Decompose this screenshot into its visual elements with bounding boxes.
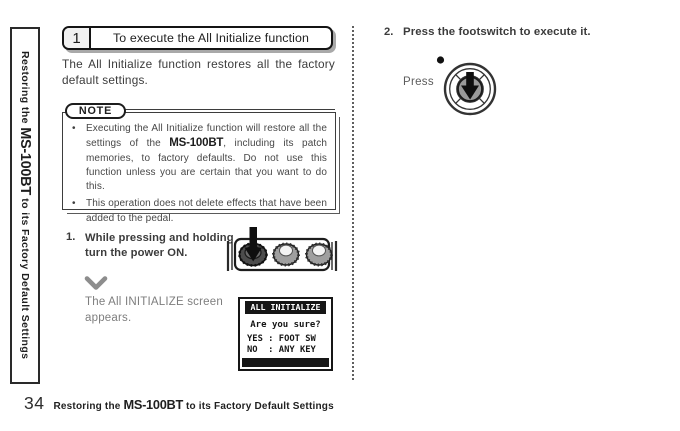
chapter-tab [10,27,40,384]
model-logo: MS-100BT [169,137,224,150]
footswitch-icon [434,52,502,122]
step-1-result-text: The All INITIALIZE screen appears. [85,296,223,324]
press-label: Press [403,76,434,88]
lcd-yes-line: YES : FOOT SW [247,334,316,344]
model-logo: MS-100BT [17,127,33,196]
bullet-icon: • [72,123,76,134]
step-2-text: Press the footswitch to execute it. [403,26,591,38]
note-bullet-1-pre: Executing the All Initialize function will restore all the settings of the [86,123,327,150]
note-bullet-1-text [86,122,327,194]
lcd-title-bar: ALL INITIALIZE [245,301,326,314]
footer-title [53,397,333,412]
column-divider [352,26,354,380]
section-title: To execute the All Initialize function [113,31,309,45]
section-title-box [62,26,333,50]
note-bullet-1-post: , including its patch memories, to factory defaults. Do not use this function unless you are certain that you want to do this. [86,138,328,193]
lcd-options [247,334,331,355]
note-box [62,105,336,224]
model-logo: MS-100BT [123,397,183,412]
lcd-no-line: NO : ANY KEY [247,344,316,355]
note-bullet-1 [72,122,327,194]
pedal-knobs-image [226,226,338,272]
chapter-tab-label-suffix: to its Factory Default Settings [19,195,31,360]
bullet-icon: • [72,198,76,210]
footer-title-prefix: Restoring the [53,401,124,412]
led-dot-icon [437,56,444,63]
chapter-tab-label [17,51,33,359]
step-1 [66,231,243,261]
page-number: 34 [24,393,45,413]
step-1-text: While pressing and holding turn the power ON. [85,232,234,259]
note-bullet-2-text: This operation does not delete effects that have been added to the pedal. [86,198,327,224]
lcd-screen [238,297,333,371]
note-bullet-2 [72,197,327,226]
page-footer [24,393,334,414]
note-body [63,113,335,226]
section-number: 1 [64,28,91,48]
chapter-tab-label-prefix: Restoring the [19,51,31,128]
note-top-rule [121,109,335,110]
step-2-number: 2. [384,26,394,38]
note-badge: NOTE [65,103,126,119]
intro-paragraph: The All Initialize function restores all the factory default settings. [62,57,335,87]
step-1-number: 1. [66,231,76,243]
lcd-bottom-bar [242,358,329,367]
chevron-down-icon [84,275,108,292]
lcd-question: Are you sure? [250,320,321,330]
footer-title-suffix: to its Factory Default Settings [182,401,334,412]
step-2 [384,26,643,38]
